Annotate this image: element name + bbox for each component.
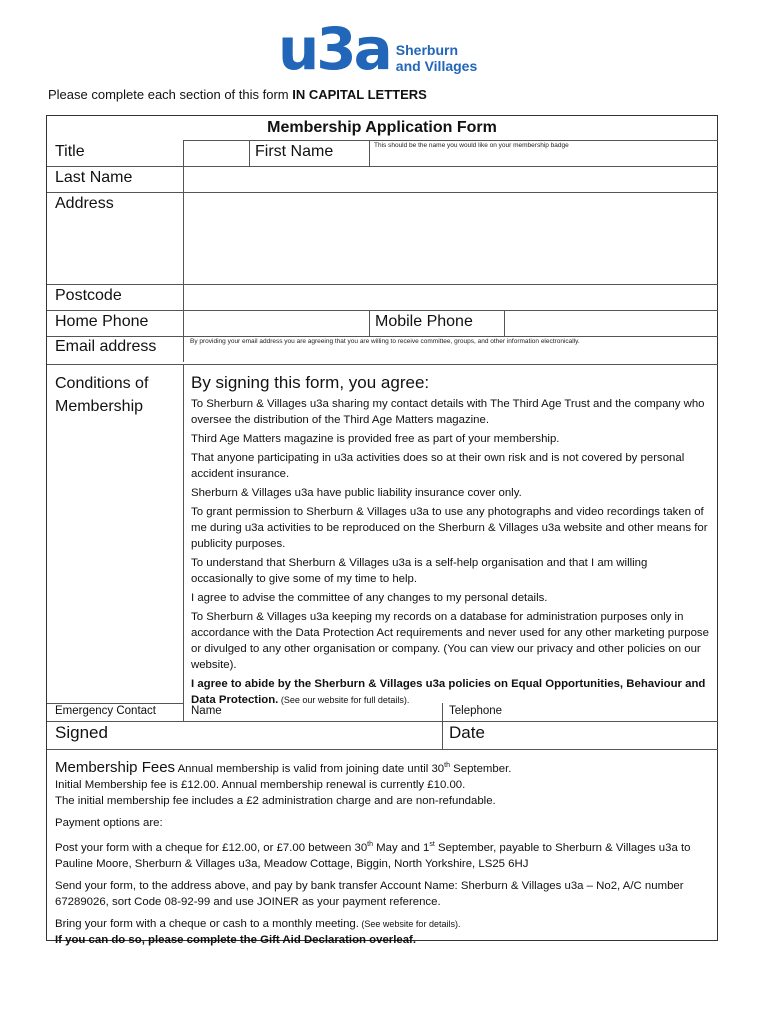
agree-bold: I agree to abide by the Sherburn & Villages u3a policies on Equal Opportunities, Behaviour and Data Protection.: [191, 678, 706, 706]
divider: [47, 721, 184, 722]
address-input[interactable]: [184, 193, 717, 283]
signed-label: Signed: [55, 723, 108, 742]
divider: [369, 310, 370, 336]
fees-heading-note-sup: th: [444, 762, 450, 769]
conditions-label: [55, 372, 148, 418]
emergency-name-input[interactable]: [191, 705, 441, 721]
fees-line-1: Initial Membership fee is £12.00. Annual membership renewal is currently £10.00.: [55, 778, 466, 791]
membership-fees-section: [55, 758, 705, 948]
condition-item: Sherburn & Villages u3a have public liability insurance cover only.: [191, 487, 522, 499]
divider: [47, 749, 718, 750]
condition-item: To understand that Sherburn & Villages u3a is a self-help organisation and that I am willing occasionally to give some of my time to help.: [191, 557, 648, 585]
condition-item: To Sherburn & Villages u3a keeping my records on a database for administration purposes only in accordance with the Data Protection Act requirements and never used for any other marketing purpose or divulged to any other organisation or company. (You can view our privacy and other policies on our website).: [191, 611, 709, 671]
first-name-input[interactable]: [374, 142, 704, 166]
postcode-input[interactable]: [184, 285, 717, 309]
first-name-label: First Name: [255, 143, 334, 160]
payment-post-sup1: th: [367, 840, 374, 848]
mobile-phone-input[interactable]: [505, 311, 717, 335]
date-input[interactable]: [443, 722, 717, 748]
conditions-text: [191, 372, 711, 711]
payment-post-mid: May and 1: [373, 841, 430, 854]
home-phone-input[interactable]: [184, 311, 368, 335]
fees-heading-note-pre: Annual membership is valid from joining date until 30: [175, 762, 445, 775]
conditions-heading: By signing this form, you agree:: [191, 373, 430, 392]
email-input[interactable]: [190, 338, 710, 360]
divider: [183, 336, 184, 362]
conditions-label-line2: Membership: [55, 398, 144, 415]
condition-item: To grant permission to Sherburn & Villages u3a to use any photographs and video recordings taken of me during u3a activities to be reproduced on the Sherburn & Villages u3a website and other means for publicity purposes.: [191, 506, 708, 550]
address-label: Address: [55, 195, 114, 212]
home-phone-label: Home Phone: [55, 313, 149, 330]
payment-meeting-note: (See website for details).: [358, 918, 461, 929]
conditions-label-line1: Conditions of: [55, 375, 149, 392]
logo-mark: u3a: [278, 15, 390, 83]
postcode-label: Postcode: [55, 287, 122, 304]
emergency-name-label: Name: [191, 705, 222, 717]
divider: [369, 140, 370, 166]
divider: [183, 140, 718, 141]
condition-item: To Sherburn & Villages u3a sharing my contact details with The Third Age Trust and the company who oversee the distribution of the Third Age Matters magazine.: [191, 398, 705, 426]
intro-prefix: Please complete each section of this form: [48, 87, 293, 102]
divider: [47, 336, 718, 337]
payment-post-post: September, payable to Sherburn & Villages u3a to Pauline Moore, Sherburn & Villages u3a, Meadow Cottage, Biggin, North Yorkshire, LS25 6HJ: [55, 841, 691, 870]
logo-line-2: and Villages: [395, 58, 478, 74]
payment-post-pre: Post your form with a cheque for £12.00, or £7.00 between 30: [55, 841, 368, 854]
divider: [249, 140, 250, 166]
last-name-label: Last Name: [55, 169, 133, 186]
badge-note: This should be the name you would like on your membership badge: [374, 142, 569, 149]
divider: [47, 703, 184, 704]
signature-input[interactable]: [184, 722, 441, 748]
agree-note: (See our website for full details).: [278, 695, 410, 705]
intro-text: [48, 87, 427, 102]
agree-statement: [191, 676, 711, 708]
condition-item: Third Age Matters magazine is provided free as part of your membership.: [191, 433, 560, 445]
fees-heading: Membership Fees: [55, 758, 176, 776]
payment-meeting: [55, 916, 705, 932]
last-name-input[interactable]: [184, 167, 717, 191]
u3a-logo: [278, 15, 478, 83]
fees-line-2: The initial membership fee includes a £2 administration charge and are non-refundable.: [55, 794, 496, 807]
title-input[interactable]: [184, 141, 248, 165]
emergency-contact-label: Emergency Contact: [55, 705, 156, 717]
gift-aid-note: If you can do so, please complete the Gift Aid Declaration overleaf.: [55, 933, 417, 946]
condition-item: That anyone participating in u3a activities does so at their own risk and is not covered by personal accident insurance.: [191, 452, 685, 480]
intro-emphasis: IN CAPITAL LETTERS: [292, 87, 427, 102]
email-label: Email address: [55, 338, 157, 355]
condition-item: I agree to advise the committee of any changes to my personal details.: [191, 592, 548, 604]
payment-bank: Send your form, to the address above, and pay by bank transfer Account Name: Sherburn & Villages u3a – No2, A/C number 67289026, sort Code 08-92-99 and use JOINER as your payment reference.: [55, 879, 684, 908]
payment-options-label: Payment options are:: [55, 816, 163, 829]
payment-post-sup2: st: [429, 840, 435, 848]
payment-meeting-text: Bring your form with a cheque or cash to a monthly meeting.: [55, 917, 359, 930]
divider: [47, 364, 718, 365]
logo-line-1: Sherburn: [395, 42, 459, 58]
title-label: Title: [55, 143, 85, 160]
email-note: By providing your email address you are agreeing that you are willing to receive committee, groups, and other information electronically.: [190, 338, 580, 345]
logo-text: [396, 42, 477, 76]
divider: [183, 364, 184, 722]
emergency-telephone-label: Telephone: [449, 705, 503, 717]
membership-form: [46, 115, 718, 946]
form-title: Membership Application Form: [267, 119, 497, 136]
divider: [442, 703, 443, 721]
payment-post: [55, 837, 705, 872]
mobile-phone-label: Mobile Phone: [375, 313, 473, 330]
emergency-telephone-input[interactable]: [449, 705, 717, 721]
date-label: Date: [449, 723, 485, 742]
fees-heading-note-post: September.: [449, 762, 512, 775]
fees-heading-line: [55, 758, 705, 777]
